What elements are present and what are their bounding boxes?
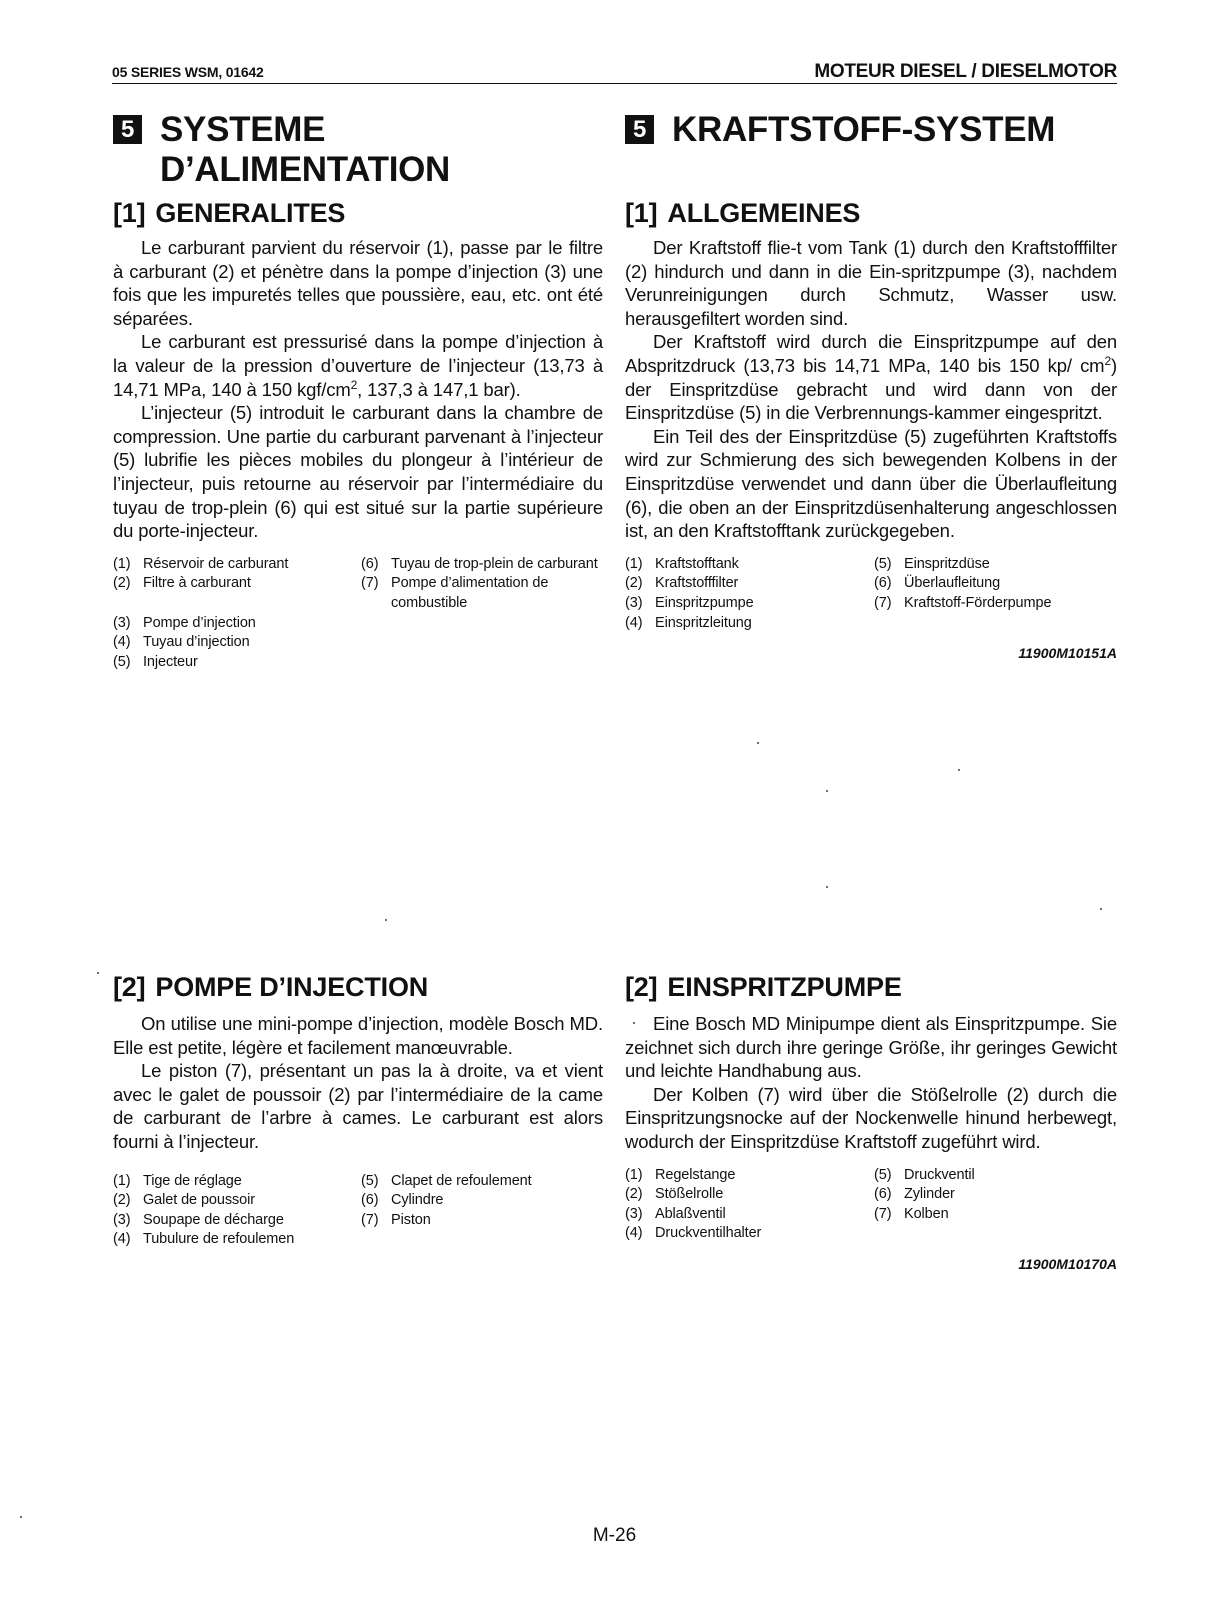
chapter-number-box: 5	[625, 115, 654, 144]
parts-legend	[113, 1172, 603, 1250]
legend-item: (2) Filtre à carburant	[113, 575, 251, 592]
legend-item: (7) Kraftstoff-Förderpumpe	[874, 594, 1052, 611]
legend-item: (7) Pompe d’alimentation de combustible	[361, 575, 549, 611]
paragraph: Eine Bosch MD Minipumpe dient als Einspritzpumpe. Sie zeichnet sich durch ihre geringe Größe, ihr geringes Gewicht und leichte Handhabung aus.	[625, 1013, 1117, 1082]
legend-item: (5) Druckventil	[874, 1166, 975, 1183]
legend-item: (6) Zylinder	[874, 1186, 955, 1203]
legend-item	[874, 614, 1117, 634]
legend-item: (1) Kraftstofftank	[625, 555, 739, 572]
legend-item: (2) Stößelrolle	[625, 1186, 724, 1203]
chapter-heading-de	[625, 110, 1117, 150]
legend-item: (5) Injecteur	[113, 653, 198, 670]
legend-item: (5) Einspritzdüse	[874, 555, 990, 572]
legend-item: (5) Clapet de refoulement	[361, 1172, 532, 1189]
legend-item: (3) Einspritzpumpe	[625, 594, 754, 611]
legend-item: (2) Kraftstofffilter	[625, 575, 739, 592]
parts-legend	[113, 555, 603, 673]
reference-code: 11900M10170A	[1018, 1255, 1117, 1272]
legend-item: (4) Tuyau d’injection	[113, 634, 250, 651]
legend-item: (6) Überlaufleitung	[874, 575, 1001, 592]
legend-item: (3) Ablaßventil	[625, 1205, 726, 1222]
scan-speck	[1100, 908, 1102, 910]
paragraph: Der Kraftstoff flie-t vom Tank (1) durch den Kraftstofffilter (2) hindurch und dann in die Ein-spritzpumpe (3), nachdem Verunreinigungen durch Schmutz, Wasser usw. herausgefiltert worden sind.	[625, 237, 1117, 329]
legend-item: (4) Tubulure de refoulemen	[113, 1231, 295, 1248]
french-column-injection-pump	[113, 970, 603, 1250]
german-column-injection-pump	[625, 970, 1117, 1272]
legend-item: (1) Regelstange	[625, 1166, 736, 1183]
section-number: [1]	[625, 198, 658, 228]
header-divider	[112, 83, 1117, 84]
paragraph: Le piston (7), présentant un pas la à droite, va et vient avec le galet de poussoir (2) par l’intermédiaire de la came de carburant de l’arbre à cames. Le carburant est alors fourni à l’injecteur.	[113, 1060, 603, 1152]
chapter-number-box: 5	[113, 115, 142, 144]
section-heading	[625, 970, 1117, 1004]
chapter-title: KRAFTSTOFF-SYSTEM	[672, 110, 1056, 149]
header-manual-id: 05 SERIES WSM, 01642	[112, 64, 264, 80]
scan-speck	[826, 886, 828, 888]
paragraph: Der Kraftstoff wird durch die Einspritzpumpe auf den Abspritzdruck (13,73 bis 14,71 MPa, 140 bis 150 kp/ $cm^2$) der Einspritzdüse gebracht und wird dann von der Einspritzdüse (5) in die Verbrennungs-kammer eingespritzt.	[625, 331, 1117, 424]
legend-item: (1) Tige de réglage	[113, 1172, 242, 1189]
section-title: EINSPRITZPUMPE	[667, 972, 902, 1002]
legend-item	[361, 653, 603, 673]
scan-speck	[97, 972, 99, 974]
legend-item: (3) Pompe d’injection	[113, 614, 256, 631]
legend-item: (4) Druckventilhalter	[625, 1225, 762, 1242]
paragraph: Der Kolben (7) wird über die Stößelrolle (2) durch die Einspritzungsnocke auf der Nockenwelle hinund herbewegt, wodurch der Einspritzdüse Kraftstoff zugeführt wird.	[625, 1083, 1117, 1152]
chapter-heading-fr	[113, 110, 603, 190]
section-heading	[625, 196, 1117, 230]
chapter-title-line1: SYSTEME	[160, 110, 326, 149]
legend-item	[874, 1224, 1117, 1244]
paragraph: L’injecteur (5) introduit le carburant dans la chambre de compression. Une partie du carburant parvenant à l’injecteur (5) lubrifie les pièces mobiles du plongeur à l’intérieur de l’injecteur, puis retourne au réservoir par l’intermédiaire du tuyau de trop-plein (6) qui est situé sur la partie supérieure du porte-injecteur.	[113, 402, 603, 542]
section-title: GENERALITES	[155, 198, 346, 228]
reference-code: 11900M10151A	[1018, 645, 1117, 662]
section-heading	[113, 970, 603, 1004]
german-column-general	[625, 110, 1117, 661]
chapter-title-line2: D’ALIMENTATION	[160, 150, 451, 189]
section-title: ALLGEMEINES	[667, 198, 861, 228]
scan-speck	[633, 1022, 635, 1024]
section-number: [1]	[113, 198, 146, 228]
page-number: M-26	[592, 1525, 637, 1546]
scan-speck	[958, 769, 960, 771]
paragraph: Le carburant parvient du réservoir (1), passe par le filtre à carburant (2) et pénètre dans la pompe d’injection (3) une fois que les impuretés telles que poussière, eau, etc. ont été séparées.	[113, 237, 603, 329]
scan-speck	[385, 919, 387, 921]
scan-speck	[757, 742, 759, 744]
paragraph: Ein Teil des der Einspritzdüse (5) zugeführten Kraftstoffs wird zur Schmierung des sich bewegenden Kolbens in der Einspritzdüse verwendet und dann über die Überlaufleitung (6), die oben an der Einspritzdüsenhalterung angeschlossen ist, an den Kraftstofftank zurückgegeben.	[625, 425, 1117, 542]
scan-speck	[20, 1516, 22, 1518]
legend-item: (6) Tuyau de trop-plein de carburant	[361, 555, 598, 572]
section-number: [2]	[625, 972, 658, 1002]
section-heading	[113, 196, 603, 230]
legend-item: (6) Cylindre	[361, 1192, 444, 1209]
legend-item: (1) Réservoir de carburant	[113, 555, 289, 572]
scan-speck	[826, 790, 828, 792]
section-title: POMPE D’INJECTION	[155, 972, 429, 1002]
paragraph: Le carburant est pressurisé dans la pompe d’injection à la valeur de la pression d’ouverture de l’injecteur (13,73 à 14,71 MPa, 140 à 150 kgf/$cm^2$, 137,3 à 147,1 bar).	[113, 331, 603, 400]
section-number: [2]	[113, 972, 146, 1002]
parts-legend	[625, 1166, 1117, 1244]
paragraph: On utilise une mini-pompe d’injection, modèle Bosch MD. Elle est petite, légère et facilement manœuvrable.	[113, 1013, 603, 1058]
french-column-general	[113, 110, 603, 672]
legend-item	[361, 614, 603, 634]
legend-item: (4) Einspritzleitung	[625, 614, 752, 631]
legend-item: (2) Galet de poussoir	[113, 1192, 255, 1209]
header-section-title: MOTEUR DIESEL / DIESELMOTOR	[814, 61, 1117, 82]
legend-item	[361, 1230, 603, 1250]
legend-item: (7) Piston	[361, 1211, 431, 1228]
legend-item: (7) Kolben	[874, 1205, 949, 1222]
legend-item: (3) Soupape de décharge	[113, 1211, 284, 1228]
parts-legend	[625, 555, 1117, 633]
legend-item	[361, 633, 603, 653]
